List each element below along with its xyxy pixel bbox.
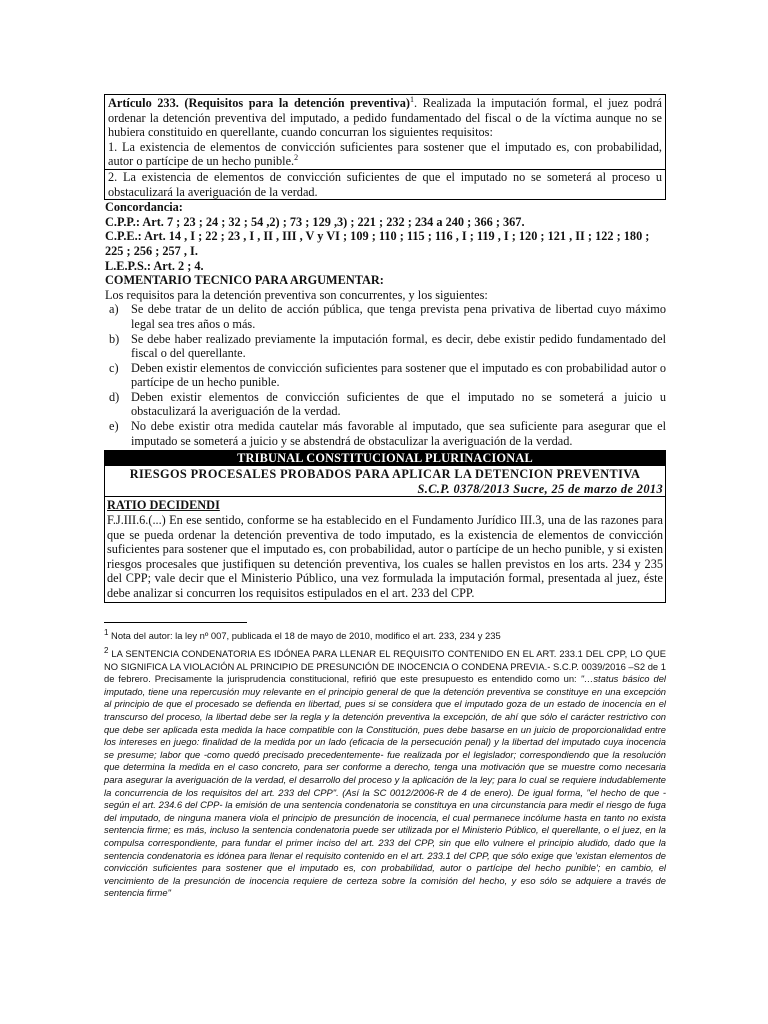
article-233-box <box>104 94 666 200</box>
footnote-2-mark: 2 <box>104 645 109 655</box>
ratio-decidendi-title: RATIO DECIDENDI <box>107 498 220 513</box>
document-page <box>104 94 666 603</box>
footnote-ref-2[interactable]: 2 <box>294 153 299 163</box>
comentario-item <box>104 361 666 390</box>
footnote-1-mark: 1 <box>104 627 109 637</box>
footnote-2 <box>104 645 666 900</box>
comentario-intro: Los requisitos para la detención preventiva son concurrentes, y los siguientes: <box>105 287 488 302</box>
requirement-2: 2. La existencia de elementos de convicción suficientes de que el imputado no se someterá al proceso u obstaculizará la averiguación de la verdad. <box>105 169 665 200</box>
comentario-item-text: Se debe tratar de un delito de acción pública, que tenga prevista pena privativa de libertad cuyo máximo legal sea tres años o más. <box>131 302 666 331</box>
footnote-separator <box>104 622 247 623</box>
comentario-item-text: Se debe haber realizado previamente la imputación formal, es decir, debe existir pedido fundamentado del fiscal o del querellante. <box>131 331 666 361</box>
article-intro-text: . Realizada la imputación formal, el juez podrá ordenar la detención preventiva del imputado, a pedido fundamentado del fiscal o de la víctima aunque no se hubiera constituido en querellante, cuando concurran los siguientes requisitos: <box>108 96 662 140</box>
comentario-heading: COMENTARIO TECNICO PARA ARGUMENTAR: <box>105 273 384 288</box>
comentario-item-letter: c) <box>109 360 119 375</box>
requirement-1 <box>108 140 662 169</box>
tribunal-subtitle-block <box>105 466 665 497</box>
footnotes <box>104 627 666 900</box>
concordancia-leps: L.E.P.S.: Art. 2 ; 4. <box>105 258 204 273</box>
comentario-item-letter: e) <box>109 419 119 434</box>
tribunal-subtitle: RIESGOS PROCESALES PROBADOS PARA APLICAR LA DETENCION PREVENTIVA <box>129 467 641 482</box>
comentario-item-text: No debe existir otra medida cautelar más favorable al imputado, que sea suficiente para asegurar que el imputado se someterá a juicio y se abstendrá de obstaculizar la averiguación de la verdad. <box>131 419 666 448</box>
footnote-2-heading: LA SENTENCIA CONDENATORIA ES IDÓNEA PARA LLENAR EL REQUISITO CONTENIDO EN EL ART. 233.1 DEL CPP, LO QUE NO SIGNIFICA LA VIOLACIÓN AL PRINCIPIO DE PRESUNCIÓN DE INOCENCIA O CONDENA PREVIA.- <box>104 648 666 672</box>
comentario-item-text: Deben existir elementos de convicción suficientes para sostener que el imputado es con probabilidad autor o partícipe de un hecho punible. <box>131 360 666 390</box>
comentario-item-letter: a) <box>109 302 119 317</box>
tribunal-header: TRIBUNAL CONSTITUCIONAL PLURINACIONAL <box>105 451 665 466</box>
comentario-item-letter: d) <box>109 389 120 404</box>
article-title: Artículo 233. (Requisitos para la detención preventiva) <box>108 96 411 110</box>
footnote-1-text: Nota del autor: la ley nº 007, publicada el 18 de mayo de 2010, modifico el art. 233, 234 y 235 <box>108 630 501 641</box>
concordancia-cpp: C.P.P.: Art. 7 ; 23 ; 24 ; 32 ; 54 ,2) ; 73 ; 129 ,3) ; 221 ; 232 ; 234 a 240 ; 366 ; 367. <box>105 214 525 229</box>
requirement-1-text: 1. La existencia de elementos de convicción suficientes para sostener que el imputado es, con probabilidad, autor o partícipe de un hecho punible. <box>108 139 662 169</box>
tribunal-box <box>104 450 666 602</box>
footnote-1 <box>104 627 666 642</box>
comentario-item-text: Deben existir elementos de convicción suficientes de que el imputado no se someterá a juicio u obstaculizará la averiguación de la verdad. <box>131 389 666 419</box>
comentario-item <box>104 419 666 448</box>
comentario-item-letter: b) <box>109 331 120 346</box>
footnote-ref-1[interactable]: 1 <box>410 94 415 104</box>
comentario-list <box>104 302 666 448</box>
ratio-decidendi-text: F.J.III.6.(...) En ese sentido, conforme se ha establecido en el Fundamento Jurídico III.3, una de las razones para que se pueda ordenar la detención preventiva de todo imputado, es la existencia de elementos de convicción suficientes para sostener que el imputado es, con probabilidad, autor o partícipe de un hecho punible, y si existen riesgos procesales que justifiquen su detención preventiva, los cuales se hallen previstos en los arts. 234 y 235 del CPP; vale decir que el Ministerio Público, una vez formulada la imputación formal, presentada al juez, éste debe analizar si concurren los requisitos estipulados en el art. 233 del CPP. <box>107 513 663 600</box>
comentario-item <box>104 390 666 419</box>
footnote-2-quote: "…status básico del imputado, tiene una repercusión muy relevante en el principio general de que la detención preventiva se constituye en una excepción al principio de que el procesado se defienda en libertad, pues si se considera que el imputado goza de un estado de inocencia en el transcurso del proceso, la libertad debe ser la regla y la detención preventiva la excepción, de ahí que sólo el carácter restrictivo con que debe ser aplicada esta medida la hace compatible con la Constitución, pues debe basarse en un juicio de proporcionalidad entre los intereses en juego: finalidad de la medida por un lado (eficacia de la persecución penal) y la libertad del imputado cuya inocencia se presume; labor que -como quedó precisado precedentemente- fue realizada por el legislador; correspondiendo que la resolución que determina la medida en el caso concreto, para ser conforme a derecho, tenga una motivación que se muestre como necesaria para asegurar la averiguación de la verdad, el desarrollo del proceso y la aplicación de la ley; para lo cual se requiere indudablemente la concurrencia de los requisitos del art. 233 del CPP". (Así la SC 0012/2006-R de 4 de enero). De igual forma, "el hecho de que -según el art. 234.6 del CPP- la emisión de una sentencia condenatoria se constituya en una circunstancia para medir el riesgo de fuga del imputado, de ninguna manera viola el principio de presunción de inocencia, el cual permanece incólume hasta en tanto no exista sentencia firme; es más, incluso la sentencia condenatoria puede ser utilizada por el Ministerio Público, el querellante, o el juez, en la compulsa correspondiente, para fundar el primer inciso del art. 233 del CPP, sin que ello vulnere el principio aludido, dado que la sentencia condenatoria es idónea para llenar el requisito contenido en el art. 233.1 del CPP, que sólo exige que 'existan elementos de convicción suficientes para sostener que el imputado es, con probabilidad, autor o partícipe del hecho punible'; en cambio, el vencimiento de la presunción de inocencia requiere de certeza sobre la comisión del hecho, y eso sólo se adquiere a través de sentencia firme" <box>104 673 666 899</box>
scp-citation: S.C.P. 0378/2013 Sucre, 25 de marzo de 2013 <box>417 481 663 496</box>
footnote-2-citation: S.C.P. 0039/2016 –S2 de 1 de febrero. Precisamente la jurisprudencia constitucional, refirió que este presupuesto es entendido como un: <box>104 660 666 685</box>
comentario-item <box>104 332 666 361</box>
concordancia-cpe: C.P.E.: Art. 14 , I ; 22 ; 23 , I , II , III , V y VI ; 109 ; 110 ; 115 ; 116 , I ; 119 , I ; 120 ; 121 , II ; 122 ; 180 ; 225 ; 256 ; 257 , I. <box>105 229 650 258</box>
comentario-item <box>104 302 666 331</box>
concordancia-heading: Concordancia: <box>105 200 183 215</box>
article-intro <box>108 96 662 140</box>
concordancia-section <box>104 200 666 302</box>
